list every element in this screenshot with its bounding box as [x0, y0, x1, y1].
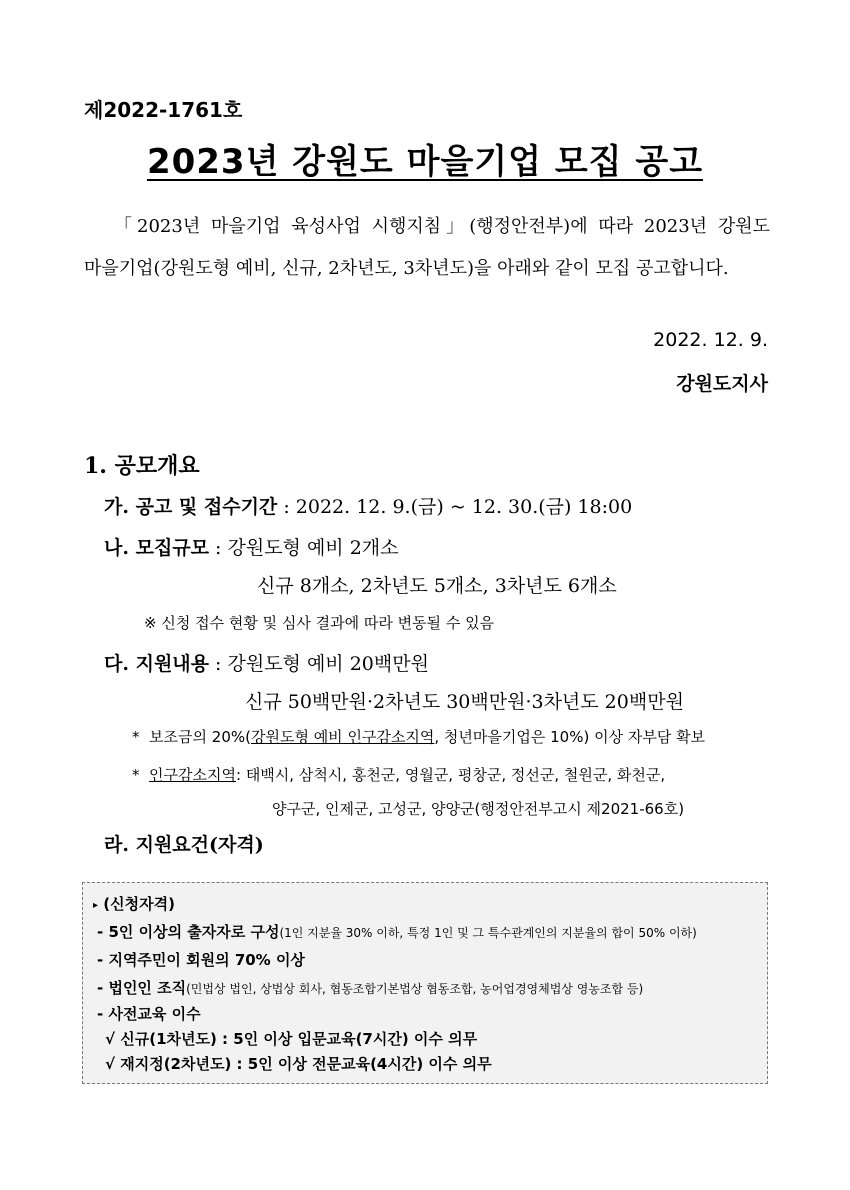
req-line-2: - 지역주민이 회원의 70% 이상 — [97, 951, 305, 969]
item-requirements — [104, 830, 264, 857]
item-period-value: : 2022. 12. 9.(금) ~ 12. 30.(금) 18:00 — [283, 496, 633, 518]
section-heading: 1. 공모개요 — [84, 453, 200, 479]
req-line-3-note: (민법상 법인, 상법상 회사, 협동조합기본법상 협동조합, 농어업경영체법상 영농조합 등) — [186, 982, 644, 996]
req-line-3-main: - 법인인 조직 — [97, 979, 187, 997]
req-line-4: - 사전교육 이수 — [97, 1005, 201, 1023]
item-scale — [104, 533, 399, 560]
req-line-1 — [97, 921, 697, 942]
page-title: 2023년 강원도 마을기업 모집 공고 — [146, 142, 704, 182]
req-line-6: √ 재지정(2차년도) : 5인 이상 전문교육(4시간) 이수 의무 — [105, 1055, 492, 1073]
item-support-value-2: 신규 50백만원·2차년도 30백만원·3차년도 20백만원 — [245, 691, 684, 713]
issuer-name: 강원도지사 — [676, 373, 768, 395]
item-period-label: 가. 공고 및 접수기간 — [104, 496, 278, 518]
req-line-3 — [97, 977, 643, 998]
note-bullet: * — [132, 728, 140, 746]
req-line-1-note: (1인 지분율 30% 이하, 특정 1인 및 그 특수관계인의 지분율의 합이 50% 이하) — [279, 926, 697, 940]
req-line-5: √ 신규(1차년도) : 5인 이상 입문교육(7시간) 이수 의무 — [105, 1030, 478, 1048]
requirements-box — [82, 882, 768, 1084]
item-support-label: 다. 지원내용 — [104, 653, 209, 675]
req-line-1-main: - 5인 이상의 출자자로 구성 — [97, 923, 280, 941]
intro-paragraph: 「2023년 마을기업 육성사업 시행지침」(행정안전부)에 따라 2023년 강원도 마을기업(강원도형 예비, 신규, 2차년도, 3차년도)을 아래와 같이 모집 공고합니다. — [84, 216, 770, 279]
box-title-text: (신청자격) — [103, 895, 175, 913]
item-scale-note: ※ 신청 접수 현황 및 심사 결과에 따라 변동될 수 있음 — [144, 614, 495, 632]
item-support — [104, 649, 429, 676]
support-note-2 — [132, 764, 665, 785]
item-scale-value-2: 신규 8개소, 2차년도 5개소, 3차년도 6개소 — [257, 575, 617, 597]
note-2-text-b: : 태백시, 삼척시, 홍천군, 영월군, 평창군, 정선군, 철원군, 화천군, — [236, 766, 666, 784]
support-note-2-cont: 양구군, 인제군, 고성군, 양양군(행정안전부고시 제2021-66호) — [272, 800, 685, 818]
announcement-date: 2022. 12. 9. — [653, 329, 768, 351]
box-title — [93, 893, 175, 914]
note-bullet: * — [132, 766, 140, 784]
item-scale-label: 나. 모집규모 — [104, 537, 209, 559]
document-number: 제2022-1761호 — [84, 98, 243, 122]
note-1-text-c: , 청년마을기업은 10%) 이상 자부담 확보 — [434, 728, 706, 746]
note-1-text-a: 보조금의 20%( — [149, 728, 251, 746]
note-1-underlined: 강원도형 예비 인구감소지역 — [250, 728, 435, 746]
item-period — [104, 492, 632, 519]
note-2-underlined: 인구감소지역 — [149, 766, 236, 784]
item-support-value: : 강원도형 예비 20백만원 — [215, 653, 429, 675]
item-scale-value: : 강원도형 예비 2개소 — [215, 537, 399, 559]
support-note-1 — [132, 726, 705, 747]
triangle-marker-icon: ▸ — [93, 900, 99, 911]
item-requirements-label: 라. 지원요건(자격) — [104, 834, 264, 856]
